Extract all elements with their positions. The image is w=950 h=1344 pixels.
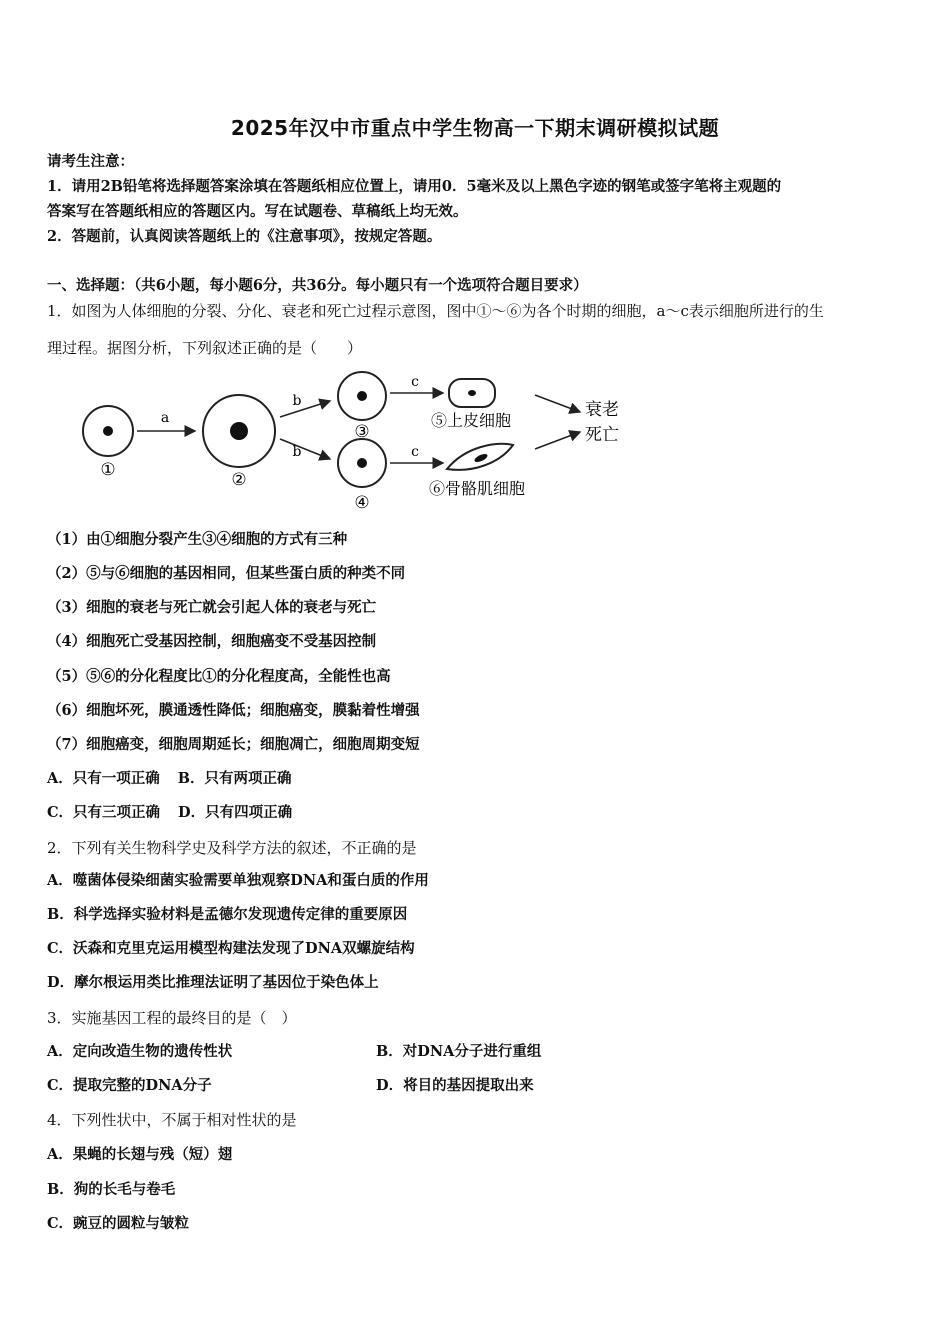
notice-line-1b: 答案写在答题纸相应的答题区内。写在试题卷、草稿纸上均无效。: [47, 203, 468, 220]
arrow-b-upper-label: b: [292, 393, 302, 409]
q1-option-b[interactable]: B．只有两项正确: [177, 770, 292, 787]
cell-2: [203, 395, 275, 467]
arrow-b-lower-label: b: [292, 444, 302, 460]
q3-options-row-1: [47, 1042, 897, 1062]
q2-option-a[interactable]: A．噬菌体侵染细菌实验需要单独观察DNA和蛋白质的作用: [47, 872, 429, 889]
q3-option-d[interactable]: D．将目的基因提取出来: [376, 1077, 534, 1094]
cell-2-label: ②: [231, 470, 247, 490]
q1-statement-6: （6）细胞坏死，膜通透性降低；细胞癌变，膜黏着性增强: [47, 702, 420, 719]
q1-statement-3: （3）细胞的衰老与死亡就会引起人体的衰老与死亡: [47, 599, 377, 616]
q1-option-a[interactable]: A．只有一项正确: [47, 770, 160, 787]
q2-option-b[interactable]: B．科学选择实验材料是孟德尔发现遗传定律的重要原因: [47, 906, 408, 923]
q3-option-b[interactable]: B．对DNA分子进行重组: [376, 1043, 542, 1060]
q1-options-row-2: [47, 803, 292, 823]
q3-options-row-2: [47, 1076, 897, 1096]
arrow-c-upper-label: c: [411, 374, 419, 390]
notice-line-1a: 1．请用2B铅笔将选择题答案涂填在答题纸相应位置上，请用0．5毫米及以上黑色字迹的钢笔或签字笔将主观题的: [47, 178, 782, 195]
page-title: 2025年汉中市重点中学生物高一下期末调研模拟试题: [230, 116, 720, 140]
q1-stem-b: 理过程。据图分析，下列叙述正确的是（ ）: [47, 339, 363, 357]
section-heading: 一、选择题：（共6小题，每小题6分，共36分。每小题只有一个选项符合题目要求）: [47, 277, 588, 294]
cell-6-label: ⑥骨骼肌细胞: [429, 479, 526, 498]
arrow-b-upper: [280, 401, 330, 417]
q1-stem-a: 1．如图为人体细胞的分裂、分化、衰老和死亡过程示意图，图中①～⑥为各个时期的细胞，a～c表示细胞所进行的生: [47, 302, 824, 320]
q1-statement-1: （1）由①细胞分裂产生③④细胞的方式有三种: [47, 531, 348, 548]
arrow-a-label: a: [160, 410, 170, 426]
cell-3: [338, 372, 386, 420]
q4-option-b[interactable]: B．狗的长毛与卷毛: [47, 1181, 176, 1198]
q1-statement-2: （2）⑤与⑥细胞的基因相同，但某些蛋白质的种类不同: [47, 565, 406, 582]
cell-5-label: ⑤上皮细胞: [431, 411, 512, 430]
cell-3-label: ③: [354, 422, 370, 442]
death-label: 死亡: [585, 425, 619, 445]
notice-line-2: 2．答题前，认真阅读答题纸上的《注意事项》，按规定答题。: [47, 228, 442, 245]
q1-option-c[interactable]: C．只有三项正确: [47, 804, 161, 821]
q3-option-c[interactable]: C．提取完整的DNA分子: [47, 1077, 212, 1094]
q4-option-a[interactable]: A．果蝇的长翅与残（短）翅: [47, 1146, 233, 1163]
q1-statement-4: （4）细胞死亡受基因控制，细胞癌变不受基因控制: [47, 633, 377, 650]
arrow-aging-lower: [535, 432, 580, 449]
arrow-aging-upper: [535, 395, 580, 412]
cell-process-diagram: [75, 365, 619, 515]
cell-4-label: ④: [354, 493, 370, 513]
cell-1: [83, 406, 133, 456]
muscle-cell: [447, 444, 513, 470]
aging-label: 衰老: [585, 400, 619, 420]
epithelial-cell: [449, 379, 495, 407]
q2-option-c[interactable]: C．沃森和克里克运用模型构建法发现了DNA双螺旋结构: [47, 940, 415, 957]
notice-heading: 请考生注意：: [47, 153, 134, 170]
arrow-b-lower: [280, 439, 330, 459]
q1-options-row-1: [47, 769, 292, 789]
arrow-c-lower-label: c: [411, 444, 419, 460]
q4-option-c[interactable]: C．豌豆的圆粒与皱粒: [47, 1215, 190, 1232]
q3-stem: 3．实施基因工程的最终目的是（ ）: [47, 1009, 297, 1027]
q1-option-d[interactable]: D．只有四项正确: [178, 804, 293, 821]
cell-1-label: ①: [100, 460, 116, 480]
cell-4: [338, 439, 386, 487]
q3-option-a[interactable]: A．定向改造生物的遗传性状: [47, 1043, 233, 1060]
q2-option-d[interactable]: D．摩尔根运用类比推理法证明了基因位于染色体上: [47, 974, 379, 991]
q4-stem: 4．下列性状中，不属于相对性状的是: [47, 1111, 297, 1129]
q1-statement-5: （5）⑤⑥的分化程度比①的分化程度高，全能性也高: [47, 668, 391, 685]
q2-stem: 2．下列有关生物科学史及科学方法的叙述，不正确的是: [47, 839, 417, 857]
q1-statement-7: （7）细胞癌变，细胞周期延长；细胞凋亡，细胞周期变短: [47, 736, 420, 753]
